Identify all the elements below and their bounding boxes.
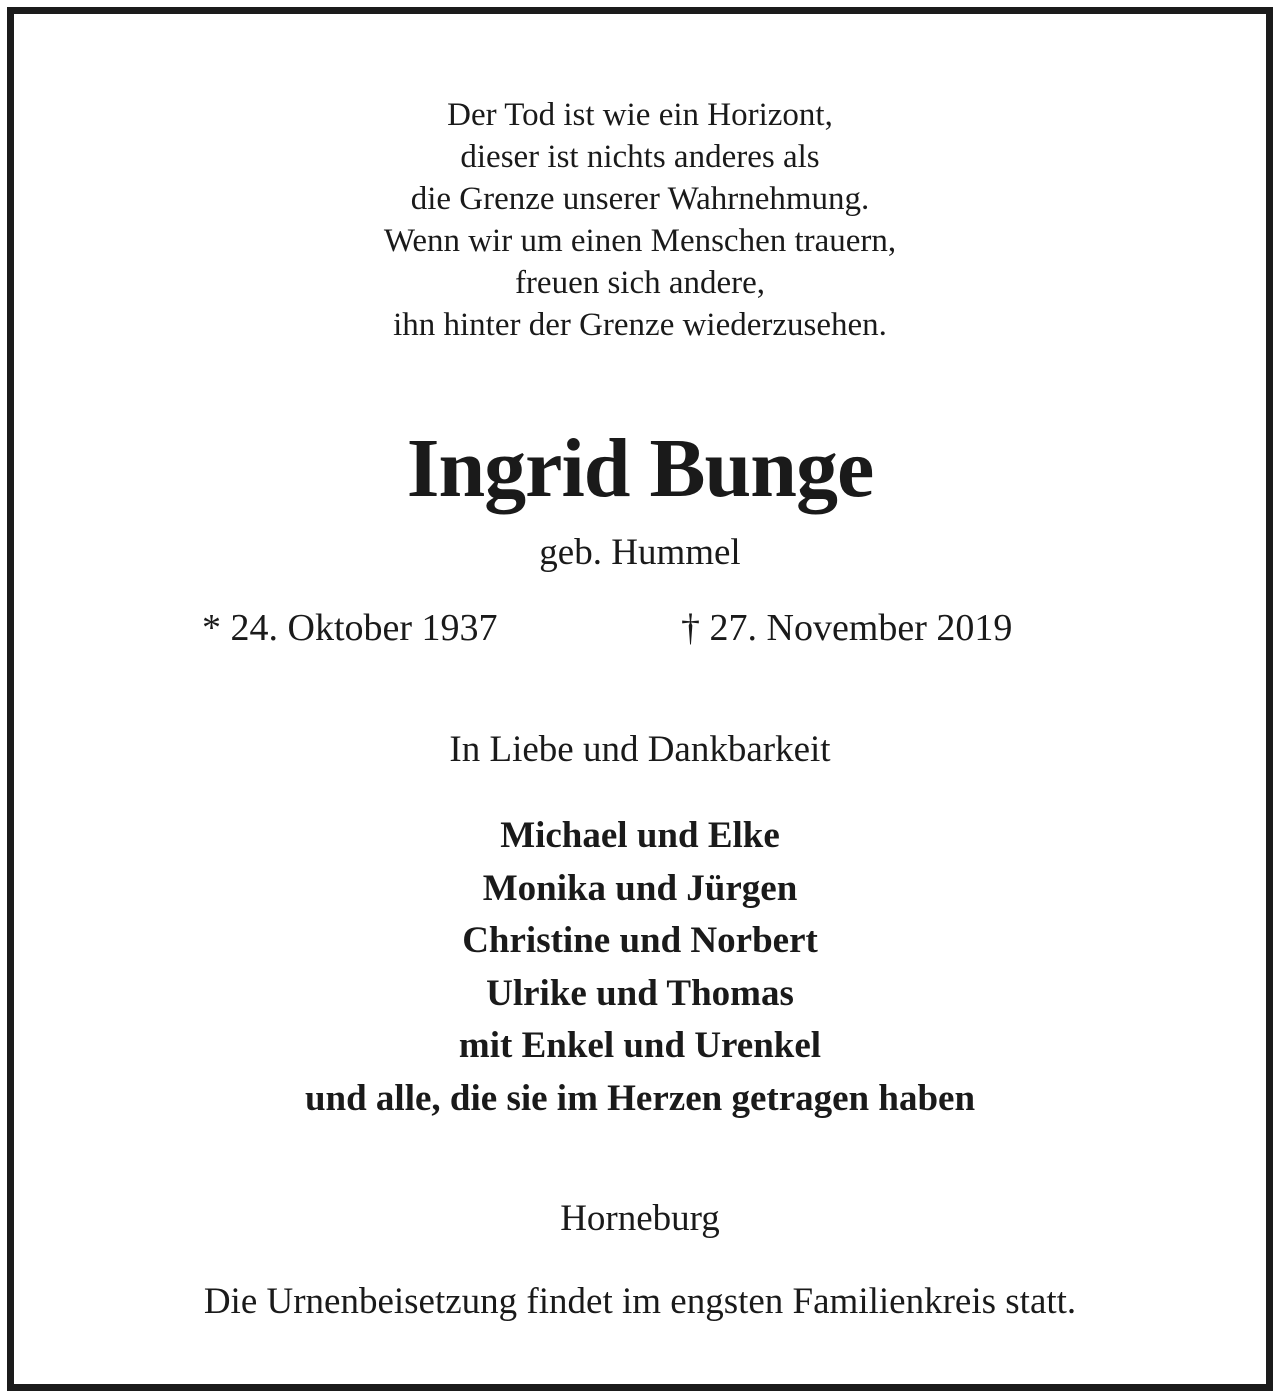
mourner-line: Michael und Elke [500,815,780,856]
death-date: † 27. November 2019 [681,607,1013,649]
poem-line: Wenn wir um einen Menschen trauern, [383,223,897,259]
mourner-line: Ulrike und Thomas [486,972,794,1014]
poem-line: ihn hinter der Grenze wiederzusehen. [393,307,887,343]
birth-date: * 24. Oktober 1937 [202,607,498,649]
mourner-line: Monika und Jürgen [482,867,798,909]
poem [14,94,1266,346]
obituary-frame [7,7,1273,1391]
mourner-line: Christine und Norbert [462,920,818,961]
poem-line: freuen sich andere, [514,265,766,301]
burial-note: Die Urnenbeisetzung findet im engsten Familienkreis statt. [203,1281,1077,1322]
mourners-list [14,810,1266,1125]
dedication: In Liebe und Dankbarkeit [449,729,831,770]
poem-line: dieser ist nichts anderes als [460,139,820,175]
maiden-name: geb. Hummel [539,532,741,573]
place: Horneburg [560,1198,720,1239]
life-dates [14,604,1266,652]
mourner-line: und alle, die sie im Herzen getragen haben [304,1077,976,1119]
poem-line: Der Tod ist wie ein Horizont, [447,97,833,133]
mourner-line: mit Enkel und Urenkel [458,1025,822,1066]
deceased-name: Ingrid Bunge [406,422,874,515]
poem-line: die Grenze unserer Wahrnehmung. [410,181,870,217]
